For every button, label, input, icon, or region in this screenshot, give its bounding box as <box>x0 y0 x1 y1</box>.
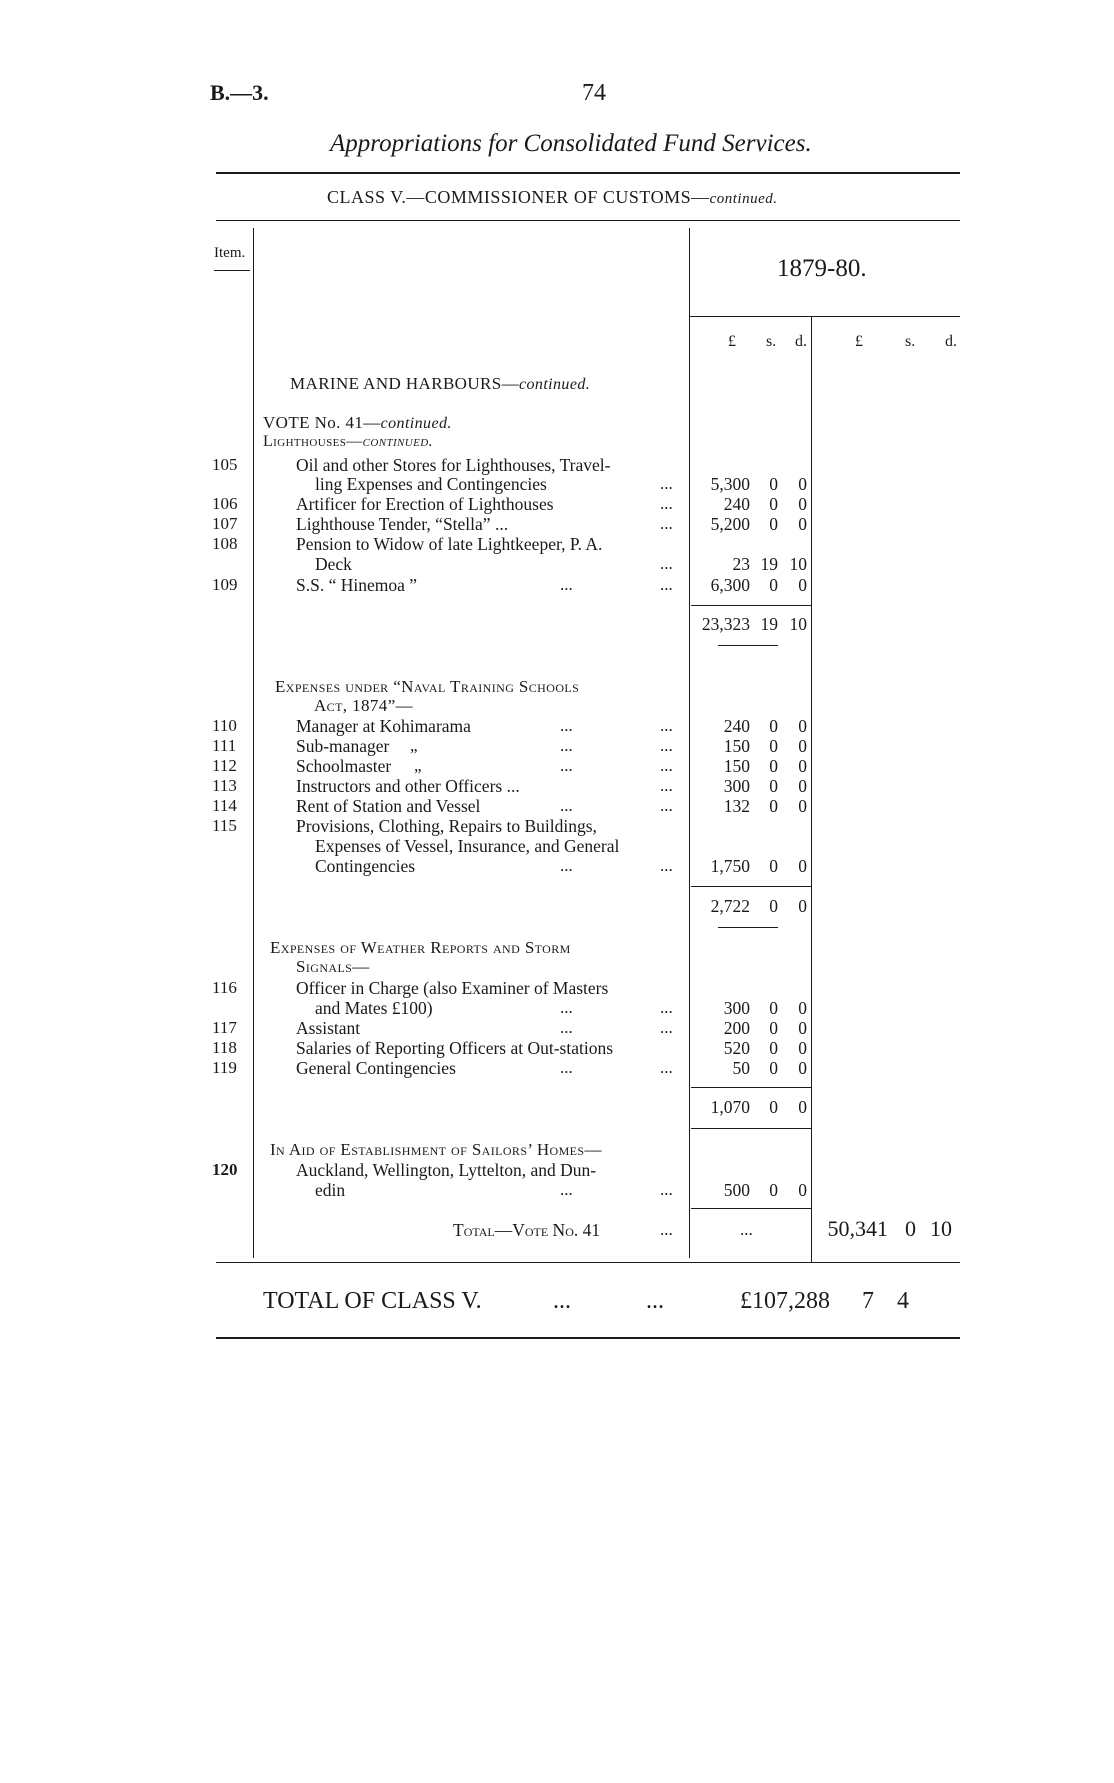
amount-pounds: 6,300 <box>710 575 750 595</box>
amount-pence: 0 <box>798 1058 807 1078</box>
year-header: 1879-80. <box>777 255 867 282</box>
amount-pounds: 300 <box>723 998 750 1018</box>
leader-dots: ... <box>660 474 673 493</box>
amount-pence: 0 <box>798 514 807 534</box>
item-number: 117 <box>212 1018 237 1037</box>
amount-pounds: 150 <box>723 756 750 776</box>
ditto-mark: „ <box>410 736 418 755</box>
amount-pence: 0 <box>798 494 807 514</box>
class-total-pounds: £107,288 <box>740 1288 830 1314</box>
item-description: Provisions, Clothing, Repairs to Buildings, <box>296 816 597 836</box>
leader-dots: ... <box>660 756 673 775</box>
amount-shillings: 0 <box>769 494 778 514</box>
item-description-cont: edin <box>315 1180 346 1200</box>
leader-dots: ... <box>660 494 673 513</box>
leader-dots: ... <box>660 856 673 875</box>
vote-heading: VOTE No. 41—continued. <box>263 413 452 432</box>
vote-total-rule <box>691 1208 811 1209</box>
item-description: Sub-manager <box>296 736 390 756</box>
amount-pounds: 23 <box>732 554 750 574</box>
item-number: 109 <box>212 575 238 594</box>
subtotal-rule <box>691 1087 811 1088</box>
leader-dots: ... <box>660 1058 673 1077</box>
item-number: 108 <box>212 534 238 553</box>
item-description: Lighthouse Tender, “Stella” ... <box>296 514 509 534</box>
amount-pence: 0 <box>798 736 807 756</box>
amount-pence: 0 <box>798 1038 807 1058</box>
vote-total-label: Total—Vote No. 41 <box>453 1220 601 1240</box>
amount-pounds: 240 <box>723 494 750 514</box>
leader-dots: ... <box>560 796 573 815</box>
class-heading: CLASS V.—COMMISSIONER OF CUSTOMS—continued. <box>327 187 778 207</box>
lighthouses-heading: Lighthouses—continued. <box>263 433 433 450</box>
leader-dots: ... <box>660 575 673 594</box>
item-underline <box>214 270 250 271</box>
item-number: 106 <box>212 494 238 513</box>
section-marine-harbours: MARINE AND HARBOURS—continued. <box>290 374 591 393</box>
document-code: B.—3. <box>210 80 269 105</box>
amount-shillings: 0 <box>769 998 778 1018</box>
item-description-cont: and Mates £100) <box>315 998 433 1018</box>
amount-shillings: 0 <box>769 514 778 534</box>
leader-dots: ... <box>660 1018 673 1037</box>
item-description: Schoolmaster <box>296 756 392 776</box>
item-number: 105 <box>212 455 238 474</box>
amount-pounds: 300 <box>723 776 750 796</box>
amount-pounds: 520 <box>723 1038 750 1058</box>
amount-shillings: 0 <box>769 1180 778 1200</box>
leader-dots: ... <box>660 1220 673 1239</box>
leader-dots: ... <box>560 736 573 755</box>
leader-dots: ... <box>560 575 573 594</box>
subtotal-underline <box>718 927 778 928</box>
leader-dots: ... <box>660 514 673 533</box>
subtotal-shillings: 19 <box>760 614 778 634</box>
item-description: General Contingencies <box>296 1058 456 1078</box>
class-total-pence: 4 <box>897 1288 909 1314</box>
item-description: Instructors and other Officers ... <box>296 776 520 796</box>
amount-shillings: 19 <box>760 554 778 574</box>
subtotal-pence: 0 <box>798 896 807 916</box>
amount-shillings: 0 <box>769 756 778 776</box>
pence-header: d. <box>795 333 807 350</box>
amount-shillings: 0 <box>769 856 778 876</box>
naval-training-heading-cont: Act, 1874”— <box>314 696 414 715</box>
amount-shillings: 0 <box>769 716 778 736</box>
leader-dots: ... <box>660 716 673 735</box>
amount-pence: 0 <box>798 1180 807 1200</box>
item-description: Oil and other Stores for Lighthouses, Travel- <box>296 455 611 475</box>
subtotal-shillings: 0 <box>769 1097 778 1117</box>
leader-dots: ... <box>646 1288 664 1314</box>
amount-shillings: 0 <box>769 796 778 816</box>
leader-dots: ... <box>660 554 673 573</box>
amount-pence: 0 <box>798 776 807 796</box>
item-number: 111 <box>212 736 237 755</box>
pence-header-2: d. <box>945 333 957 350</box>
amount-pence: 10 <box>789 554 807 574</box>
table-bottom-rule <box>216 1262 960 1263</box>
item-description: Rent of Station and Vessel <box>296 796 481 816</box>
vote-total-pence: 10 <box>930 1216 952 1241</box>
amount-pence: 0 <box>798 756 807 776</box>
leader-dots: ... <box>660 776 673 795</box>
amount-pounds: 200 <box>723 1018 750 1038</box>
amount-pounds: 50 <box>732 1058 750 1078</box>
item-description: Artificer for Erection of Lighthouses <box>296 494 554 514</box>
item-description: Manager at Kohimarama <box>296 716 471 736</box>
item-number: 107 <box>212 514 238 533</box>
amount-pounds: 5,300 <box>710 474 750 494</box>
subtotal-pounds: 23,323 <box>701 614 750 634</box>
shilling-header: s. <box>766 333 777 350</box>
leader-dots: ... <box>660 796 673 815</box>
item-description: Salaries of Reporting Officers at Out-stations <box>296 1038 614 1058</box>
item-number: 113 <box>212 776 237 795</box>
leader-dots: ... <box>560 1180 573 1199</box>
item-number: 119 <box>212 1058 237 1077</box>
vote-total-pounds: 50,341 <box>827 1216 888 1241</box>
leader-dots: ... <box>660 736 673 755</box>
year-underline <box>690 316 960 317</box>
amount-pounds: 150 <box>723 736 750 756</box>
item-number: 114 <box>212 796 237 815</box>
leader-dots: ... <box>660 998 673 1017</box>
leader-dots: ... <box>560 998 573 1017</box>
subtotal-pence: 0 <box>798 1097 807 1117</box>
pound-header-2: £ <box>855 333 863 350</box>
table-top-rule <box>216 220 960 221</box>
item-description: Assistant <box>296 1018 361 1038</box>
amount-pounds: 1,750 <box>710 856 750 876</box>
ditto-mark: „ <box>414 756 422 775</box>
item-number: 120 <box>212 1160 238 1179</box>
page-bottom-rule <box>216 1337 960 1339</box>
amount-pence: 0 <box>798 796 807 816</box>
naval-training-heading: Expenses under “Naval Training Schools <box>275 677 580 696</box>
weather-reports-heading: Expenses of Weather Reports and Storm <box>270 938 571 957</box>
amount-shillings: 0 <box>769 474 778 494</box>
subtotal-rule <box>691 605 811 606</box>
leader-dots: ... <box>560 1018 573 1037</box>
amount-shillings: 0 <box>769 575 778 595</box>
item-number: 115 <box>212 816 237 835</box>
item-description-cont: Expenses of Vessel, Insurance, and General <box>315 836 620 856</box>
subtotal-shillings: 0 <box>769 896 778 916</box>
amount-shillings: 0 <box>769 736 778 756</box>
item-number: 116 <box>212 978 237 997</box>
weather-reports-heading-cont: Signals— <box>296 957 370 976</box>
item-column-divider <box>253 228 254 1258</box>
amount-pounds: 132 <box>723 796 750 816</box>
item-number: 118 <box>212 1038 237 1057</box>
leader-dots: ... <box>560 856 573 875</box>
item-number: 110 <box>212 716 237 735</box>
amount-shillings: 0 <box>769 1058 778 1078</box>
page-number: 74 <box>582 80 606 106</box>
leader-dots: ... <box>553 1288 571 1314</box>
leader-dots: ... <box>660 1180 673 1199</box>
leader-dots: ... <box>560 756 573 775</box>
amount-shillings: 0 <box>769 1038 778 1058</box>
item-description: Officer in Charge (also Examiner of Masters <box>296 978 609 998</box>
class-total-shillings: 7 <box>862 1288 874 1314</box>
item-number: 112 <box>212 756 237 775</box>
amount-pence: 0 <box>798 856 807 876</box>
amount-shillings: 0 <box>769 776 778 796</box>
subtotal-pounds: 1,070 <box>710 1097 750 1117</box>
leader-dots: ... <box>740 1220 753 1239</box>
pound-header: £ <box>728 333 736 350</box>
class-total-label: TOTAL OF CLASS V. <box>263 1288 482 1314</box>
item-description: Pension to Widow of late Lightkeeper, P. A. <box>296 534 603 554</box>
subtotal-rule <box>691 886 811 887</box>
amount-pence: 0 <box>798 998 807 1018</box>
amount-pence: 0 <box>798 474 807 494</box>
total-column-divider <box>811 316 812 1262</box>
page-title: Appropriations for Consolidated Fund Services. <box>330 130 812 157</box>
subtotal-pence: 10 <box>789 614 807 634</box>
amount-pence: 0 <box>798 575 807 595</box>
subtotal-underline <box>718 645 778 646</box>
item-description-cont: ling Expenses and Contingencies <box>315 474 547 494</box>
amount-pence: 0 <box>798 1018 807 1038</box>
item-description-cont: Contingencies <box>315 856 416 876</box>
shilling-header-2: s. <box>905 333 916 350</box>
amount-pounds: 5,200 <box>710 514 750 534</box>
vote-total-shillings: 0 <box>905 1216 916 1241</box>
subtotal-underline <box>691 1128 811 1129</box>
amount-pounds: 500 <box>723 1180 750 1200</box>
sailors-homes-heading: In Aid of Establishment of Sailors’ Homes— <box>270 1140 602 1159</box>
item-description-cont: Deck <box>315 554 352 574</box>
item-column-header: Item. <box>214 245 246 261</box>
leader-dots: ... <box>560 1058 573 1077</box>
amount-pence: 0 <box>798 716 807 736</box>
item-description: S.S. “ Hinemoa ” <box>296 575 418 595</box>
leader-dots: ... <box>560 716 573 735</box>
amount-pounds: 240 <box>723 716 750 736</box>
item-description: Auckland, Wellington, Lyttelton, and Dun- <box>296 1160 597 1180</box>
subtotal-pounds: 2,722 <box>710 896 750 916</box>
title-rule <box>216 172 960 174</box>
amount-shillings: 0 <box>769 1018 778 1038</box>
